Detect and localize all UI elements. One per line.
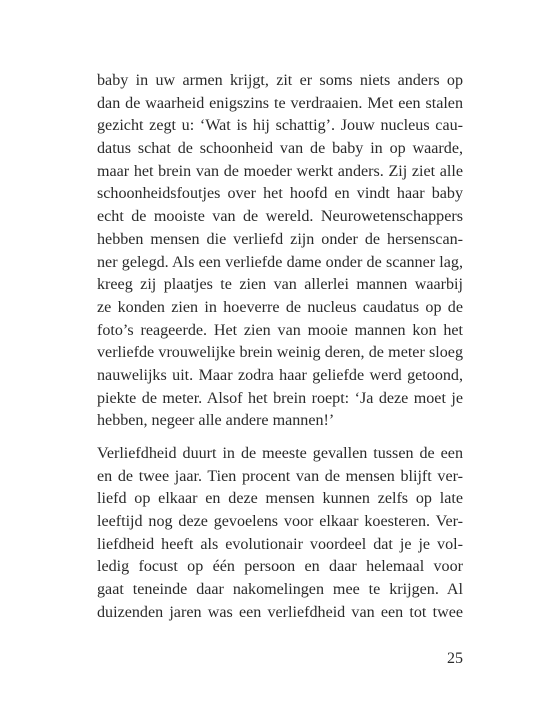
paragraph xyxy=(97,70,463,433)
text-line: gaat teneinde daar nakomelingen mee te krijgen. Al xyxy=(97,581,463,599)
text-line: verliefde vrouwelijke brein weinig deren, de meter sloeg xyxy=(97,344,463,362)
text-line: hebben mensen die verliefd zijn onder de hersenscan- xyxy=(97,230,463,248)
text-line: datus schat de schoonheid van de baby in op waarde, xyxy=(97,140,463,158)
text-line: baby in uw armen krijgt, zit er soms niets anders op xyxy=(97,72,463,89)
text-line: maar het brein van de moeder werkt anders. Zij ziet alle xyxy=(97,162,463,180)
page-number: 25 xyxy=(447,650,463,667)
text-line: duizenden jaren was een verliefdheid van een tot twee xyxy=(97,603,463,621)
text-line: Verliefdheid duurt in de meeste gevallen tussen de een xyxy=(97,445,463,462)
text-line: liefd op elkaar en deze mensen kunnen zelfs op late xyxy=(97,490,463,508)
text-line: leeftijd nog deze gevoelens voor elkaar koesteren. Ver- xyxy=(97,513,463,531)
text-line: en de twee jaar. Tien procent van de mensen blijft ver- xyxy=(97,467,463,485)
text-line: gezicht zegt u: ‘Wat is hij schattig’. Jouw nucleus cau- xyxy=(97,117,463,135)
text-line: schoonheidsfoutjes over het hoofd en vindt haar baby xyxy=(97,185,463,203)
text-line: piekte de meter. Alsof het brein roept: ‘Ja deze moet je xyxy=(97,389,463,407)
text-line: ner gelegd. Als een verliefde dame onder de scanner lag, xyxy=(97,253,463,271)
text-line: echt de mooiste van de wereld. Neurowetenschappers xyxy=(97,208,463,226)
text-line: hebben, negeer alle andere mannen!’ xyxy=(97,412,335,430)
text-line: foto’s reageerde. Het zien van mooie mannen kon het xyxy=(97,321,463,339)
text-line: kreeg zij plaatjes te zien van allerlei mannen waarbij xyxy=(97,276,463,294)
text-line: ze konden zien in hoeverre de nucleus caudatus op de xyxy=(97,298,463,316)
text-line: nauwelijks uit. Maar zodra haar geliefde werd getoond, xyxy=(97,366,463,384)
text-line: dan de waarheid enigszins te verdraaien. Met een stalen xyxy=(97,94,463,112)
text-line: ledig focust op één persoon en daar helemaal voor xyxy=(97,558,463,576)
text-line: liefdheid heeft als evolutionair voordeel dat je je vol- xyxy=(97,535,463,553)
paragraph xyxy=(97,443,463,625)
